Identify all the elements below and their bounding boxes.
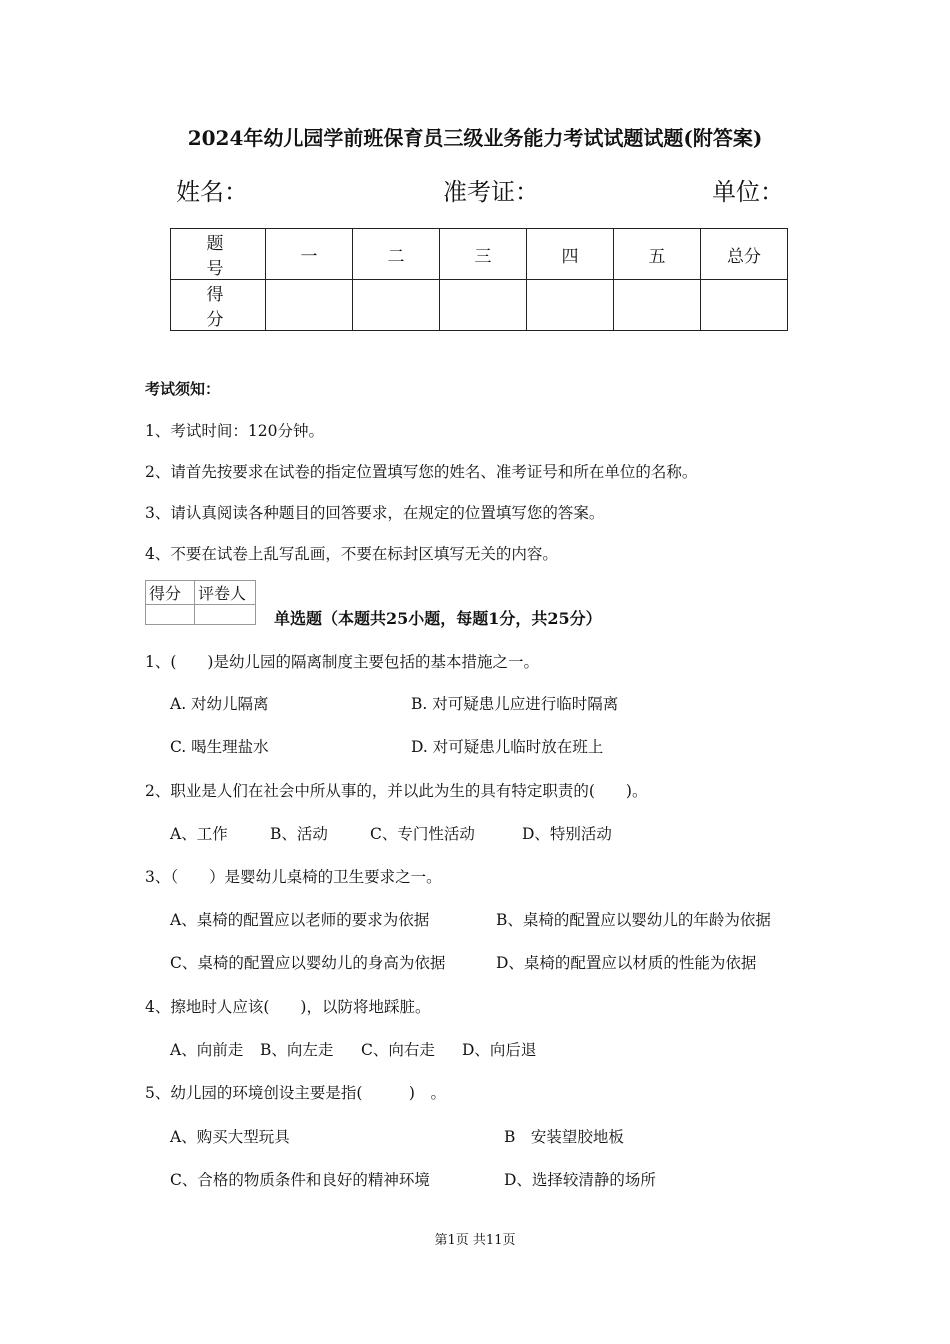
header-cell-question-no: 题 号: [171, 229, 266, 280]
header-cell-2: 二: [353, 229, 440, 280]
page-footer: 第1页 共11页: [434, 1233, 516, 1248]
notice-item: 1、考试时间：120分钟。: [145, 422, 324, 440]
notice-item: 2、请首先按要求在试卷的指定位置填写您的姓名、准考证号和所在单位的名称。: [145, 463, 698, 481]
question-stem: 5、幼儿园的环境创设主要是指( ) 。: [145, 1084, 446, 1102]
grader-name-label: 评卷人: [195, 581, 256, 605]
question-stem: 2、职业是人们在社会中所从事的，并以此为生的具有特定职责的( )。: [145, 782, 648, 800]
question-option[interactable]: D、特别活动: [522, 825, 612, 843]
header-cell-total: 总分: [701, 229, 788, 280]
question-stem: 3、（ ）是婴幼儿桌椅的卫生要求之一。: [145, 868, 442, 886]
question-option[interactable]: C. 喝生理盐水: [170, 738, 269, 756]
score-cell-1[interactable]: [266, 280, 353, 331]
grader-name-cell[interactable]: [195, 605, 256, 625]
question-option[interactable]: D. 对可疑患儿临时放在班上: [411, 738, 604, 756]
score-row-label: 得 分: [171, 280, 266, 331]
question-option[interactable]: D、向后退: [462, 1041, 537, 1059]
score-table-score-row: [171, 280, 788, 331]
question-option[interactable]: C、合格的物质条件和良好的精神环境: [170, 1171, 430, 1189]
question-option[interactable]: C、向右走: [361, 1041, 435, 1059]
question-option[interactable]: B、向左走: [260, 1041, 334, 1059]
question-option[interactable]: A. 对幼儿隔离: [170, 695, 269, 713]
question-option[interactable]: A、工作: [170, 825, 228, 843]
question-option[interactable]: B 安装望胶地板: [504, 1128, 624, 1146]
question-option[interactable]: D、桌椅的配置应以材质的性能为依据: [496, 954, 757, 972]
section-title: 单选题（本题共25小题，每题1分，共25分）: [274, 609, 602, 628]
page-title: 2024年幼儿园学前班保育员三级业务能力考试试题试题(附答案): [187, 126, 763, 150]
unit-field-label: 单位：: [712, 178, 784, 206]
question-option[interactable]: B. 对可疑患儿应进行临时隔离: [411, 695, 619, 713]
notice-heading: 考试须知：: [145, 380, 221, 398]
notice-item: 4、不要在试卷上乱写乱画，不要在标封区填写无关的内容。: [145, 545, 558, 563]
score-table: [170, 228, 788, 331]
question-option[interactable]: C、专门性活动: [370, 825, 475, 843]
score-cell-5[interactable]: [614, 280, 701, 331]
question-stem: 4、擦地时人应该( )，以防将地踩脏。: [145, 998, 431, 1016]
exam-number-field-label: 准考证：: [443, 178, 539, 206]
score-cell-2[interactable]: [353, 280, 440, 331]
question-option[interactable]: A、桌椅的配置应以老师的要求为依据: [170, 911, 430, 929]
question-option[interactable]: D、选择较清静的场所: [504, 1171, 656, 1189]
score-cell-4[interactable]: [527, 280, 614, 331]
question-option[interactable]: A、向前走: [170, 1041, 244, 1059]
header-cell-4: 四: [527, 229, 614, 280]
question-option[interactable]: B、桌椅的配置应以婴幼儿的年龄为依据: [496, 911, 771, 929]
notice-item: 3、请认真阅读各种题目的回答要求，在规定的位置填写您的答案。: [145, 504, 605, 522]
grader-score-cell[interactable]: [146, 605, 195, 625]
question-stem: 1、( )是幼儿园的隔离制度主要包括的基本措施之一。: [145, 653, 539, 671]
name-field-label: 姓名：: [176, 178, 248, 206]
question-option[interactable]: C、桌椅的配置应以婴幼儿的身高为依据: [170, 954, 446, 972]
header-cell-5: 五: [614, 229, 701, 280]
score-table-header-row: [171, 229, 788, 280]
grader-score-label: 得分: [146, 581, 195, 605]
score-cell-3[interactable]: [440, 280, 527, 331]
header-cell-1: 一: [266, 229, 353, 280]
question-option[interactable]: A、购买大型玩具: [170, 1128, 290, 1146]
question-option[interactable]: B、活动: [270, 825, 328, 843]
grader-box: [145, 580, 256, 625]
score-cell-total[interactable]: [701, 280, 788, 331]
header-cell-3: 三: [440, 229, 527, 280]
